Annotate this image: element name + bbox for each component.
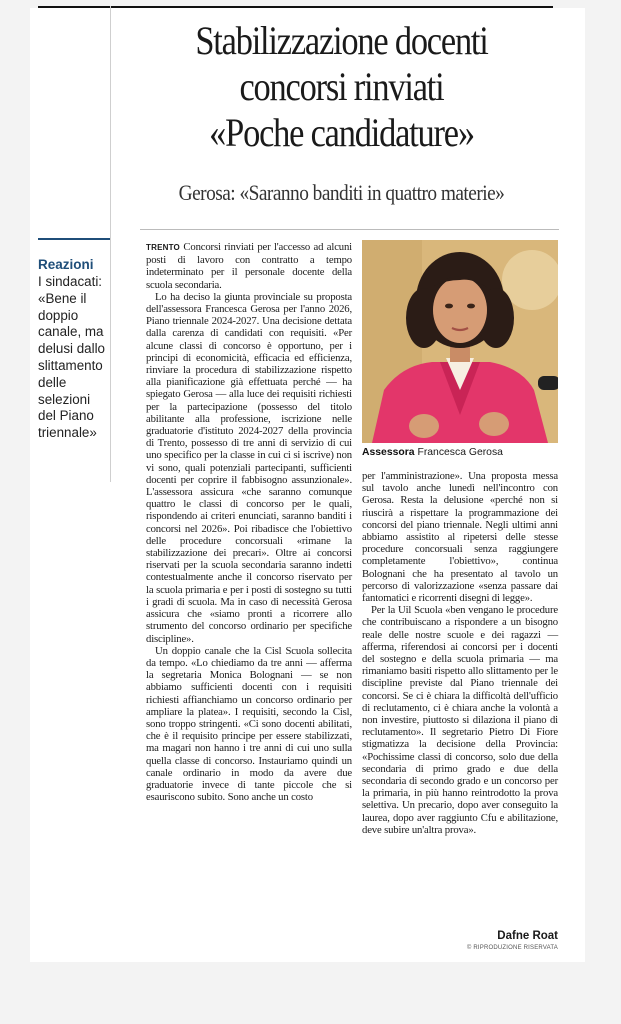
reactions-text: I sindacati: «Bene il doppio canale, ma delusi dallo slittamento delle selezioni del Piano triennale» — [38, 274, 105, 441]
top-rule — [38, 6, 553, 8]
headline-line-1: Stabilizzazione docenti — [195, 18, 488, 63]
reactions-box — [38, 238, 110, 442]
lead-paragraph — [146, 241, 352, 291]
article-column-1 — [146, 241, 352, 803]
caption-role: Assessora — [362, 447, 415, 458]
body-paragraph: per l'amministrazione». Una proposta messa sul tavolo anche lunedì nell'incontro con Gerosa. Resta la delusione «perché non si riuscirà a rispettare la programmazione dei concorsi del piano triennale. Negli ultimi anni abbiamo assistito al ripetersi delle stesse procedure concorsuali senza raggiungere completamente l'obiettivo», continua Bolognani che ha presentato al tavolo un percorso di valorizzazione «senza passare dai fantomatici e ricorrenti disegni di legge». — [362, 470, 558, 605]
sidebar-divider — [110, 6, 111, 482]
lead-text: Concorsi rinviati per l'accesso ad alcuni posti di lavoro con contratto a tempo indeterminato per il personale docente della scuola secondaria. — [146, 241, 352, 291]
headline-line-2: concorsi rinviati — [239, 64, 444, 109]
copyright-notice: © RIPRODUZIONE RISERVATA — [466, 945, 558, 951]
body-paragraph: Un doppio canale che la Cisl Scuola sollecita da tempo. «Lo chiediamo da tre anni — afferma la segretaria Monica Bolognani — se non abbiamo sufficienti docenti con i requisiti richiesti affianchiamo un concorso ordinario per ampliare la platea». I requisiti, secondo la Cisl, sono troppo stringenti. «Ci sono docenti abilitati, che è il requisito principe per essere stabilizzati, ma magari non hanno i tre anni di cui uno sulla quella classe di concorso. Instauriamo quindi un canale ordinario in modo da avere due graduatorie invece di tante piccole che si esauriscono subito. Sono anche un costo — [146, 644, 352, 804]
body-paragraph: Lo ha deciso la giunta provinciale su proposta dell'assessora Francesca Gerosa per l'anno 2026, Piano triennale 2024-2027. Una decisione dettata dalla carenza di candidati con requisiti. «Per alcune classi di concorso è opportuno, per i principi di economicità, efficacia ed efficienza, rinviare la procedura di stabilizzazione rispetto alla pianificazione già effettuata perché — ha spiegato Gerosa — alla luce dei requisiti richiesti per la partecipazione (possesso del titolo abilitante alla professione, iscrizione nelle graduatorie d'istituto 2024-2027 della provincia di Trento, possesso di tre anni di servizio di cui uno specifico per la classe in cui ci si iscrive) non vi sono, quali potenziali partecipanti, sufficienti docenti per coprire il fabbisogno assunzionale». L'assessora assicura «che saranno comunque quattro le classi di concorso per le quali, rispondendo ai criteri enunciati, saranno banditi i concorsi nel 2026». Poi ribadisce che l'obiettivo delle procedure concorsuali «rimane la stabilizzazione dei precari». Oltre ai concorsi riservati per la scuola secondaria saranno indetti contestualmente anche il concorso riservato per la scuola primaria e per i posti di sostegno su tutti i gradi di scuola. Ma in caso di necessità Gerosa assicura che «siamo pronti a ricorrere allo strumento del concorso ordinario per specifiche discipline». — [146, 290, 352, 645]
photo-caption — [362, 447, 558, 458]
dateline: TRENTO — [146, 243, 180, 252]
portrait-illustration — [362, 240, 558, 443]
reactions-label: Reazioni — [38, 257, 94, 272]
portrait-photo — [362, 240, 558, 443]
article-column-2 — [362, 470, 558, 836]
body-paragraph: Per la Uil Scuola «ben vengano le procedure che contribuiscano a rispondere a un bisogno reale delle nostre scuole e dei ragazzi — afferma, riferendosi ai concorsi per i docenti del sostegno e della scuola primaria — ma rimaniamo basiti rispetto allo slittamento per le discipline previste dal Piano triennale dei concorsi. Se ci è chiara la difficoltà dell'ufficio di reclutamento, ci è chiara anche la volontà a non investire, piuttosto si dilaziona il piano di reclutamento». Il segretario Pietro Di Fiore stigmatizza la decisione della Provincia: «Pochissime classi di concorso, solo due della secondaria di primo grado e due della secondaria di secondo grado e un concorso per la primaria, in più hanno reintrodotto la prova selettiva. Un precario, dopo aver conseguito la laurea, dopo aver raggiunto Cfu e abilitazione, deve subire un'altra prova». — [362, 604, 558, 836]
caption-name: Francesca Gerosa — [417, 447, 503, 458]
subhead-rule — [140, 229, 559, 230]
subheadline: Gerosa: «Saranno banditi in quattro materie» — [178, 180, 505, 205]
headline — [154, 18, 528, 156]
byline: Dafne Roat — [497, 930, 558, 942]
headline-line-3: «Poche candidature» — [209, 110, 474, 155]
